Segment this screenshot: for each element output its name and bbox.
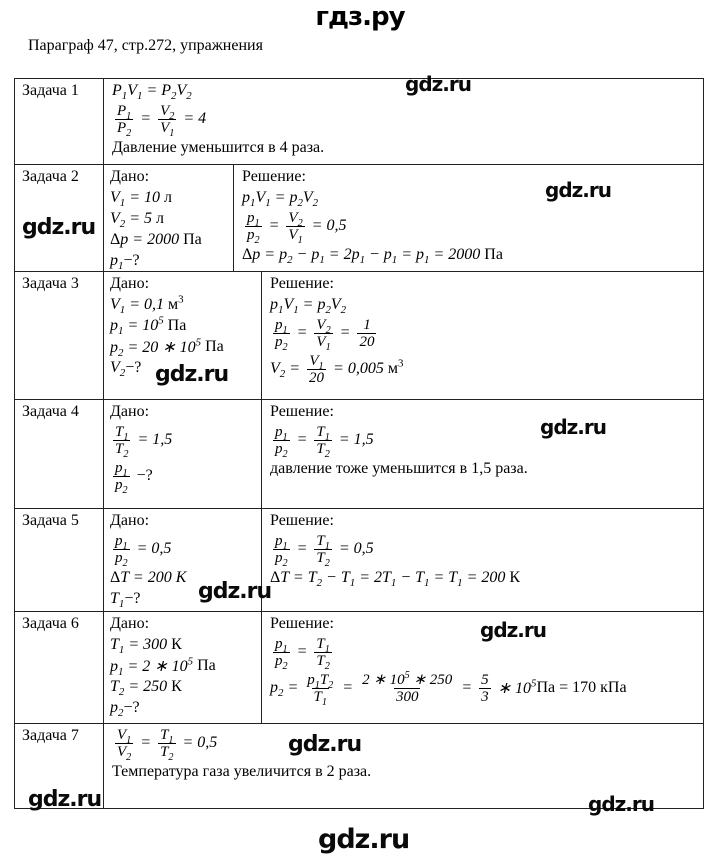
formula-line (242, 244, 701, 265)
fraction (273, 532, 290, 569)
fraction-numerator: $V_1$ (309, 352, 324, 372)
fraction-numerator: $V_2$ (316, 316, 331, 336)
task-label-cell (15, 272, 104, 399)
given-cell (104, 165, 234, 271)
fraction-numerator: $P_1$ (117, 102, 132, 122)
math-segment: = 0,5 (178, 734, 218, 751)
fraction-numerator: $T_1$ (316, 635, 330, 655)
math-segment: $T_1 = 300$ (110, 635, 168, 656)
fraction-numerator: $p_1T_2$ (307, 671, 334, 691)
fraction (273, 316, 290, 353)
text-segment: давление тоже уменьшится в 1,5 раза. (270, 459, 528, 477)
math-segment: $p_1 = 10^5$ (110, 314, 164, 337)
math-segment: $V_2$ = (270, 360, 305, 381)
task-label: Задача 7 (22, 727, 79, 744)
gdz-watermark: gdz.ru (155, 362, 229, 387)
fraction-denominator: $T_2$ (160, 743, 174, 763)
gdz-watermark: gdz.ru (545, 178, 611, 202)
fraction-denominator: $V_1$ (160, 119, 175, 139)
fraction-numerator: 2 ∗ $10^5$ ∗ 250 (362, 669, 453, 688)
fraction (113, 423, 130, 460)
math-segment: = 1,5 (133, 431, 173, 448)
fraction-denominator: $V_1$ (288, 226, 303, 246)
fraction (113, 459, 130, 496)
task-label-cell (15, 79, 104, 164)
fraction (115, 726, 133, 763)
math-segment: = 0,5 (307, 217, 347, 234)
fraction-numerator: 1 (363, 316, 371, 333)
formula-line (110, 676, 259, 697)
task-label: Задача 2 (22, 168, 79, 185)
gdz-watermark: gdz.ru (588, 792, 654, 816)
fraction-denominator: $p_2$ (275, 333, 288, 353)
formula-line (270, 315, 701, 351)
fraction-denominator: $p_2$ (275, 440, 288, 460)
formula-line (110, 336, 259, 357)
fraction-denominator: $T_1$ (313, 688, 327, 708)
solution-title: Решение: (242, 168, 306, 185)
math-segment: $V_2$ (110, 358, 126, 379)
fraction (360, 669, 454, 705)
text-segment: Давление уменьшится в 4 раза. (112, 138, 325, 156)
task-label: Задача 1 (22, 82, 79, 99)
fraction (273, 423, 290, 460)
math-segment: $p_1$ (110, 251, 124, 271)
fraction (245, 209, 262, 246)
fraction-numerator: $V_1$ (117, 726, 132, 746)
fraction-denominator: $T_2$ (115, 440, 129, 460)
fraction-denominator: 3 (481, 688, 489, 705)
fraction-numerator: $p_1$ (275, 635, 288, 655)
solution-cell (262, 272, 703, 399)
fraction-numerator: $p_1$ (115, 532, 128, 552)
merged-cell (104, 79, 703, 164)
math-segment: $p_2 = 20$ ∗ $10^5$ (110, 336, 202, 359)
task-row-6 (15, 612, 703, 724)
fraction-denominator: $P_2$ (117, 119, 132, 139)
fraction-denominator: 300 (395, 688, 419, 705)
fraction (305, 671, 335, 708)
math-segment: = (136, 734, 156, 751)
formula-line (270, 670, 701, 706)
math-segment: = (292, 643, 312, 660)
text-segment: Па (480, 245, 503, 263)
gdz-watermark: gdz.ru (540, 415, 606, 439)
gdz-watermark: gdz.ru (288, 732, 362, 757)
formula-line (270, 458, 701, 479)
fraction (479, 672, 491, 705)
text-segment: К (167, 635, 182, 653)
fraction-numerator: $V_2$ (160, 102, 175, 122)
task-label: Задача 6 (22, 615, 79, 632)
formula-line (270, 351, 701, 387)
math-segment: $p_1 = 2$ ∗ $10^5$ (110, 655, 194, 678)
task-label: Задача 3 (22, 275, 79, 292)
formula-line (110, 531, 259, 567)
text-segment: Δ (242, 245, 253, 263)
text-segment: Δ (110, 230, 121, 248)
fraction-denominator: 20 (359, 333, 375, 350)
text-segment: Па (193, 656, 216, 674)
math-segment: $V_2 = 5$ (110, 209, 153, 230)
fraction (314, 316, 332, 353)
fraction-numerator: $p_1$ (275, 423, 288, 443)
task-label-cell (15, 509, 104, 611)
formula-line (110, 250, 231, 271)
formula-line (112, 101, 701, 137)
text-segment: л (152, 209, 164, 227)
formula-line (110, 315, 259, 336)
math-segment: = (457, 679, 477, 696)
text-segment: Па = 170 кПа (536, 679, 627, 696)
fraction (115, 102, 133, 139)
fraction (314, 532, 331, 569)
text-segment: К (505, 568, 521, 586)
fraction-denominator: $p_2$ (115, 476, 128, 496)
text-segment: −? (132, 467, 153, 484)
text-segment: Па (201, 337, 224, 355)
math-segment: $p_1V_1 = p_2V_2$ (270, 295, 347, 316)
math-segment: = (292, 540, 312, 557)
math-segment: = 0,5 (132, 540, 172, 557)
fraction-numerator: $p_1$ (247, 209, 260, 229)
solution-title: Решение: (270, 403, 334, 420)
fraction-denominator: $p_2$ (275, 652, 288, 672)
given-title: Дано: (110, 512, 150, 529)
text-segment: Температура газа увеличится в 2 раза. (112, 762, 372, 780)
task-row-5 (15, 509, 703, 612)
formula-line (110, 208, 231, 229)
site-title: гдз.ру (315, 2, 405, 32)
gdz-watermark: gdz.ru (405, 72, 471, 96)
math-segment: $p_2$ (110, 698, 124, 719)
fraction (307, 353, 326, 386)
task-label: Задача 4 (22, 403, 79, 420)
math-segment: = (264, 217, 284, 234)
text-segment: −? (123, 698, 140, 716)
fraction-numerator: $p_1$ (275, 532, 288, 552)
math-segment: $p_2$ = (270, 679, 303, 700)
text-segment: л (160, 188, 172, 206)
text-segment: К (167, 677, 182, 695)
fraction-numerator: $p_1$ (275, 316, 288, 336)
task-label-cell (15, 400, 104, 508)
given-cell (104, 612, 262, 723)
math-segment: p = 2000 (120, 230, 180, 248)
math-segment: $p = p_2 - p_1 = 2p_1 - p_1 = p_1 = 2000$ (252, 245, 481, 266)
fraction-denominator: 20 (309, 369, 325, 386)
math-segment: = (292, 431, 312, 448)
task-row-3 (15, 272, 703, 400)
given-cell (104, 400, 262, 508)
page-heading: Параграф 47, стр.272, упражнения (28, 37, 263, 54)
fraction (314, 423, 331, 460)
math-segment: = (335, 324, 355, 341)
text-segment: −? (124, 589, 141, 607)
task-row-1 (15, 79, 703, 165)
math-segment: = (136, 110, 156, 127)
math-segment: $p_1V_1 = p_2V_2$ (242, 188, 319, 209)
formula-line (270, 567, 701, 588)
math-segment: $T_2 = 250$ (110, 677, 168, 698)
math-segment: = 1,5 (334, 431, 374, 448)
fraction (357, 317, 376, 350)
gdz-watermark: gdz.ru (198, 579, 272, 604)
math-segment: = 0,005 (329, 360, 384, 377)
gdz-watermark: gdz.ru (480, 618, 546, 642)
task-label-cell (15, 612, 104, 723)
math-segment: = (292, 324, 312, 341)
text-segment: Па (163, 316, 187, 334)
formula-line (110, 187, 231, 208)
fraction (158, 102, 176, 139)
fraction-denominator: $V_2$ (117, 743, 132, 763)
fraction (158, 726, 175, 763)
formula-line (110, 458, 259, 494)
fraction-numerator: $T_1$ (316, 423, 330, 443)
fraction-denominator: $V_1$ (316, 333, 331, 353)
solution-title: Решение: (270, 615, 334, 632)
given-title: Дано: (110, 168, 150, 185)
math-segment: = 4 (179, 110, 207, 127)
formula-line (110, 229, 231, 250)
fraction (314, 635, 331, 672)
text-segment: $м^3$ (383, 357, 404, 377)
math-segment: $T_1$ (110, 589, 125, 610)
text-segment: Δ (270, 568, 281, 586)
formula-line (112, 761, 701, 782)
formula-line (112, 137, 701, 158)
fraction (113, 532, 130, 569)
fraction-numerator: $T_1$ (160, 726, 174, 746)
formula-line (270, 531, 701, 567)
fraction-numerator: $p_1$ (115, 459, 128, 479)
math-segment: $V_1 = 0,1$ (110, 295, 165, 316)
text-segment: Δ (110, 568, 121, 586)
formula-line (270, 422, 701, 458)
formula-line (110, 655, 259, 676)
fraction-denominator: $T_2$ (316, 549, 330, 569)
given-title: Дано: (110, 615, 150, 632)
math-segment: $P_1V_1 = P_2V_2$ (112, 81, 192, 102)
fraction-numerator: $T_1$ (115, 423, 129, 443)
fraction-denominator: $T_2$ (316, 440, 330, 460)
math-segment: = 0,5 (334, 540, 374, 557)
fraction-denominator: $p_2$ (275, 549, 288, 569)
math-segment: $T = T_2 - T_1 = 2T_1 - T_1 = T_1 = 200$ (280, 568, 506, 589)
text-segment: −? (125, 358, 142, 376)
task-label: Задача 5 (22, 512, 79, 529)
formula-line (270, 294, 701, 315)
solution-cell (262, 509, 703, 611)
gdz-watermark: gdz.ru (22, 215, 96, 240)
fraction (273, 635, 290, 672)
given-title: Дано: (110, 403, 150, 420)
solution-cell (262, 400, 703, 508)
math-segment: $V_1 = 10$ (110, 188, 161, 209)
gdz-watermark: gdz.ru (28, 787, 102, 812)
text-segment: Па (179, 230, 202, 248)
gdz-watermark: gdz.ru (318, 824, 410, 855)
text-segment: $м^3$ (164, 293, 184, 313)
fraction-denominator: $T_2$ (316, 652, 330, 672)
solution-title: Решение: (270, 275, 334, 292)
fraction-denominator: $p_2$ (247, 226, 260, 246)
solution-title: Решение: (270, 512, 334, 529)
given-title: Дано: (110, 275, 150, 292)
fraction-numerator: 5 (481, 671, 489, 688)
formula-line (110, 634, 259, 655)
formula-line (110, 294, 259, 315)
fraction-numerator: $T_1$ (316, 532, 330, 552)
formula-line (242, 208, 701, 244)
formula-line (110, 422, 259, 458)
fraction (286, 209, 304, 246)
solution-cell (234, 165, 703, 271)
math-segment: T = 200 K (120, 568, 187, 586)
formula-line (112, 725, 701, 761)
formula-line (110, 697, 259, 718)
formula-line (242, 187, 701, 208)
fraction-denominator: $p_2$ (115, 549, 128, 569)
fraction-numerator: $V_2$ (288, 209, 303, 229)
math-segment: ∗ $10^5$ (493, 677, 537, 697)
text-segment: −? (123, 251, 140, 269)
math-segment: = (338, 679, 358, 696)
